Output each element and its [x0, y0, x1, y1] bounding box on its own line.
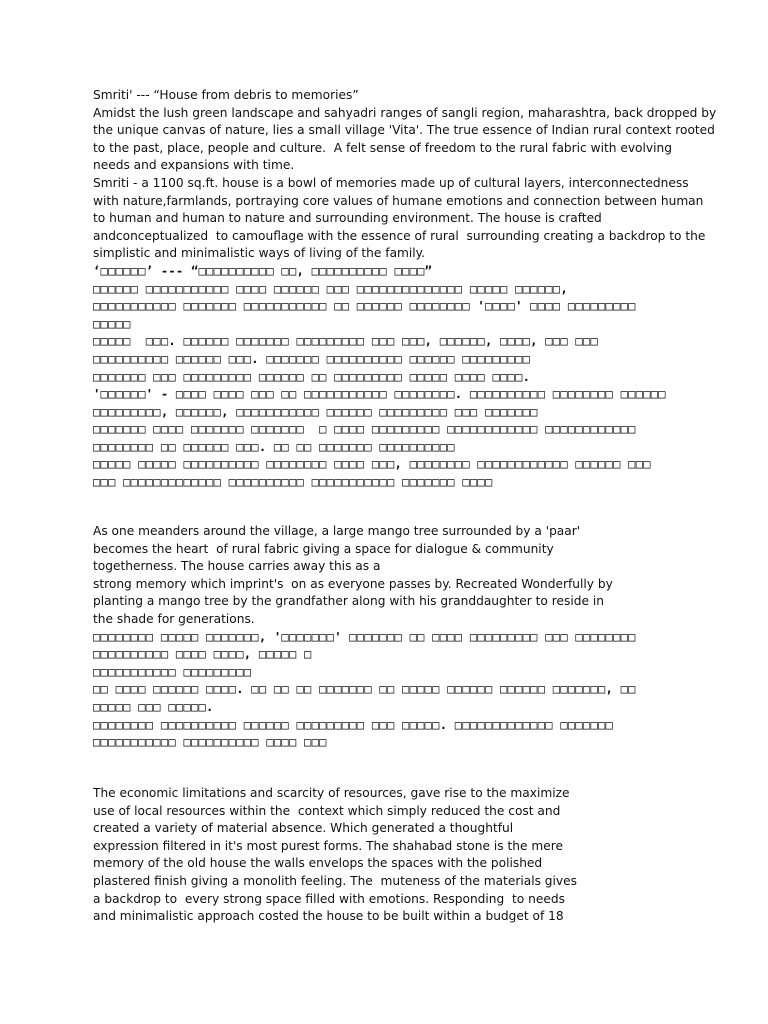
text-line: □□□□□□□□ □□□□□ □□□□□□□, '□□□□□□□' □□□□□□□ □□ □□□□ □□□□□□□□□ □□□ □□□□□□□□	[93, 629, 636, 644]
text-line: created a variety of material absence. Which generated a thoughtful	[93, 821, 514, 836]
text-line: Smriti - a 1100 sq.ft. house is a bowl of memories made up of cultural layers, interconnectedness	[93, 175, 689, 190]
text-line: the shade for generations.	[93, 611, 255, 626]
text-line: □□□□□□ □□□□□□□□□□□ □□□□ □□□□□□ □□□ □□□□□□□□□□□□□□ □□□□□ □□□□□□,	[93, 281, 568, 296]
text-line: □□□□□□□□□□ □□□□□□ □□□. □□□□□□□ □□□□□□□□□□ □□□□□□ □□□□□□□□□	[93, 351, 531, 366]
text-line: planting a mango tree by the grandfather along with his granddaughter to reside in	[93, 594, 604, 609]
text-line: togetherness. The house carries away this as a	[93, 559, 381, 574]
paragraph-block	[93, 785, 693, 926]
text-line: andconceptualized to camouflage with the essence of rural surrounding creating a backdrop to the	[93, 228, 706, 243]
text-line: simplistic and minimalistic ways of living of the family.	[93, 246, 426, 261]
text-line: becomes the heart of rural fabric giving a space for dialogue & community	[93, 541, 554, 556]
text-line: As one meanders around the village, a large mango tree surrounded by a 'paar'	[93, 524, 581, 538]
paragraph-block	[93, 523, 693, 752]
text-line: with nature,farmlands, portraying core values of humane emotions and connection between human	[93, 193, 704, 208]
text-line: □□□□□□□□□□□ □□□□□□□ □□□□□□□□□□□ □□ □□□□□□ □□□□□□□□ '□□□□' □□□□ □□□□□□□□□	[93, 299, 636, 314]
text-line: □□□□□□□□ □□ □□□□□□ □□□. □□ □□ □□□□□□□ □□□□□□□□□□	[93, 439, 455, 454]
text-line: '□□□□□□' - □□□□ □□□□ □□□ □□ □□□□□□□□□□□ □□□□□□□□. □□□□□□□□□□ □□□□□□□□ □□□□□□	[93, 387, 666, 402]
text-line: The economic limitations and scarcity of resources, gave rise to the maximize	[93, 786, 570, 800]
text-line: □□□□□□□□□, □□□□□□, □□□□□□□□□□□ □□□□□□ □□□□□□□□□ □□□ □□□□□□□	[93, 404, 538, 419]
text-line: needs and expansions with time.	[93, 158, 295, 173]
text-line: □□□□□ □□□□□ □□□□□□□□□□ □□□□□□□□ □□□□ □□□, □□□□□□□□ □□□□□□□□□□□□ □□□□□□ □□□	[93, 457, 651, 472]
text-line: plastered finish giving a monolith feeling. The muteness of the materials gives	[93, 873, 577, 888]
text-line: □□□□□□□ □□□ □□□□□□□□□ □□□□□□ □□ □□□□□□□□□ □□□□□ □□□□ □□□□.	[93, 369, 531, 384]
text-line: □□□□□ □□□. □□□□□□ □□□□□□□ □□□□□□□□□ □□□ □□□, □□□□□□, □□□□, □□□ □□□	[93, 334, 599, 349]
text-line: memory of the old house the walls envelops the spaces with the polished	[93, 856, 543, 871]
text-line: to the past, place, people and culture. A felt sense of freedom to the rural fabric with evolving	[93, 140, 672, 155]
text-line: a backdrop to every strong space filled with emotions. Responding to needs	[93, 891, 565, 906]
text-line: ‘□□□□□□’ --- “□□□□□□□□□□ □□, □□□□□□□□□□ □□□□”	[93, 263, 433, 278]
text-line: use of local resources within the context which simply reduced the cost and	[93, 803, 561, 818]
text-line: the unique canvas of nature, lies a small village 'Vita'. The true essence of Indian rural context rooted	[93, 123, 715, 138]
text-line: to human and human to nature and surrounding environment. The house is crafted	[93, 211, 602, 226]
text-line: □□□□□□□□□□ □□□□ □□□□, □□□□□ □	[93, 647, 312, 662]
paragraph-block	[93, 87, 717, 492]
text-line: □□□□□□□□□□□ □□□□□□□□□	[93, 664, 252, 679]
text-line: □□□□□□□□ □□□□□□□□□□ □□□□□□ □□□□□□□□□ □□□ □□□□□. □□□□□□□□□□□□□ □□□□□□□	[93, 717, 614, 732]
text-line: strong memory which imprint's on as everyone passes by. Recreated Wonderfully by	[93, 576, 613, 591]
text-line: □□□□□	[93, 316, 131, 331]
text-line: □□□□□□□ □□□□ □□□□□□□ □□□□□□□ □ □□□□ □□□□□□□□□ □□□□□□□□□□□□ □□□□□□□□□□□□	[93, 422, 636, 437]
text-line: □□□ □□□□□□□□□□□□□ □□□□□□□□□□ □□□□□□□□□□□ □□□□□□□ □□□□	[93, 475, 493, 490]
text-line: Smriti' --- “House from debris to memories”	[93, 88, 359, 102]
text-line: Amidst the lush green landscape and sahyadri ranges of sangli region, maharashtra, back dropped by	[93, 105, 717, 120]
text-line: □□□□□ □□□ □□□□□.	[93, 699, 214, 714]
text-line: and minimalistic approach costed the house to be built within a budget of 18	[93, 909, 564, 924]
text-line: □□ □□□□ □□□□□□ □□□□. □□ □□ □□ □□□□□□□ □□ □□□□□ □□□□□□ □□□□□□ □□□□□□□, □□	[93, 682, 636, 697]
text-line: □□□□□□□□□□□ □□□□□□□□□□ □□□□ □□□	[93, 735, 327, 750]
text-line: expression filtered in it's most purest forms. The shahabad stone is the mere	[93, 838, 563, 853]
